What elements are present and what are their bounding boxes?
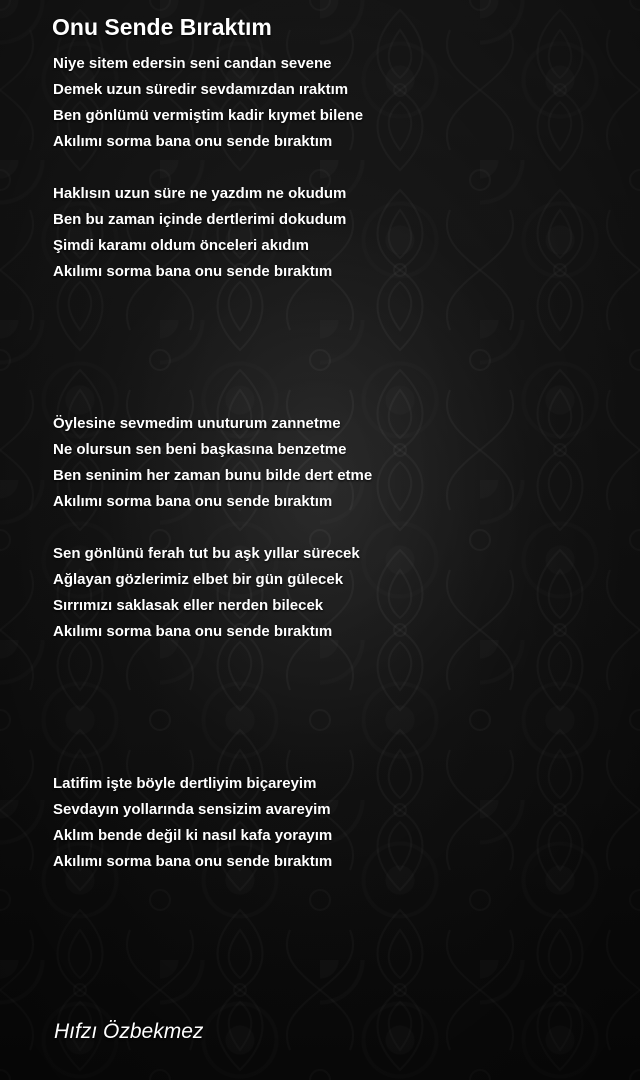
poem-line: Akılımı sorma bana onu sende bıraktım — [53, 493, 333, 510]
poem-line: Akılımı sorma bana onu sende bıraktım — [53, 133, 333, 150]
stanza-1 — [53, 51, 363, 155]
poem-line: Haklısın uzun süre ne yazdım ne okudum — [53, 185, 347, 202]
poem-line: Demek uzun süredir sevdamızdan ıraktım — [53, 81, 349, 98]
poem-line: Niye sitem edersin seni candan sevene — [53, 55, 332, 72]
poem-line: Şimdi karamı oldum önceleri akıdım — [53, 237, 309, 254]
poem-line: Ben gönlümü vermiştim kadir kıymet bilene — [53, 107, 364, 124]
poem-line: Latifim işte böyle dertliyim biçareyim — [53, 775, 317, 792]
poem-line: Ağlayan gözlerimiz elbet bir gün gülecek — [53, 571, 344, 588]
poem-line: Öylesine sevmedim unuturum zannetme — [53, 415, 341, 432]
poem-line: Akılımı sorma bana onu sende bıraktım — [53, 623, 333, 640]
stanza-4 — [53, 541, 360, 645]
poem-line: Sen gönlünü ferah tut bu aşk yıllar sürecek — [53, 545, 360, 562]
poem-line: Sevdayın yollarında sensizim avareyim — [53, 801, 331, 818]
poem-line: Aklım bende değil ki nasıl kafa yorayım — [53, 827, 333, 844]
stanza-3 — [53, 411, 372, 515]
poem-author: Hıfzı Özbekmez — [54, 1020, 204, 1043]
poem-line: Ben seninim her zaman bunu bilde dert etme — [53, 467, 373, 484]
poem-title: Onu Sende Bıraktım — [52, 14, 272, 40]
poem-line: Ne olursun sen beni başkasına benzetme — [53, 441, 347, 458]
poem-line: Sırrımızı saklasak eller nerden bilecek — [53, 597, 324, 614]
poem-line: Akılımı sorma bana onu sende bıraktım — [53, 263, 333, 280]
poem-line: Ben bu zaman içinde dertlerimi dokudum — [53, 211, 347, 228]
poem-line: Akılımı sorma bana onu sende bıraktım — [53, 853, 333, 870]
stanza-5 — [53, 771, 332, 875]
stanza-2 — [53, 181, 346, 285]
